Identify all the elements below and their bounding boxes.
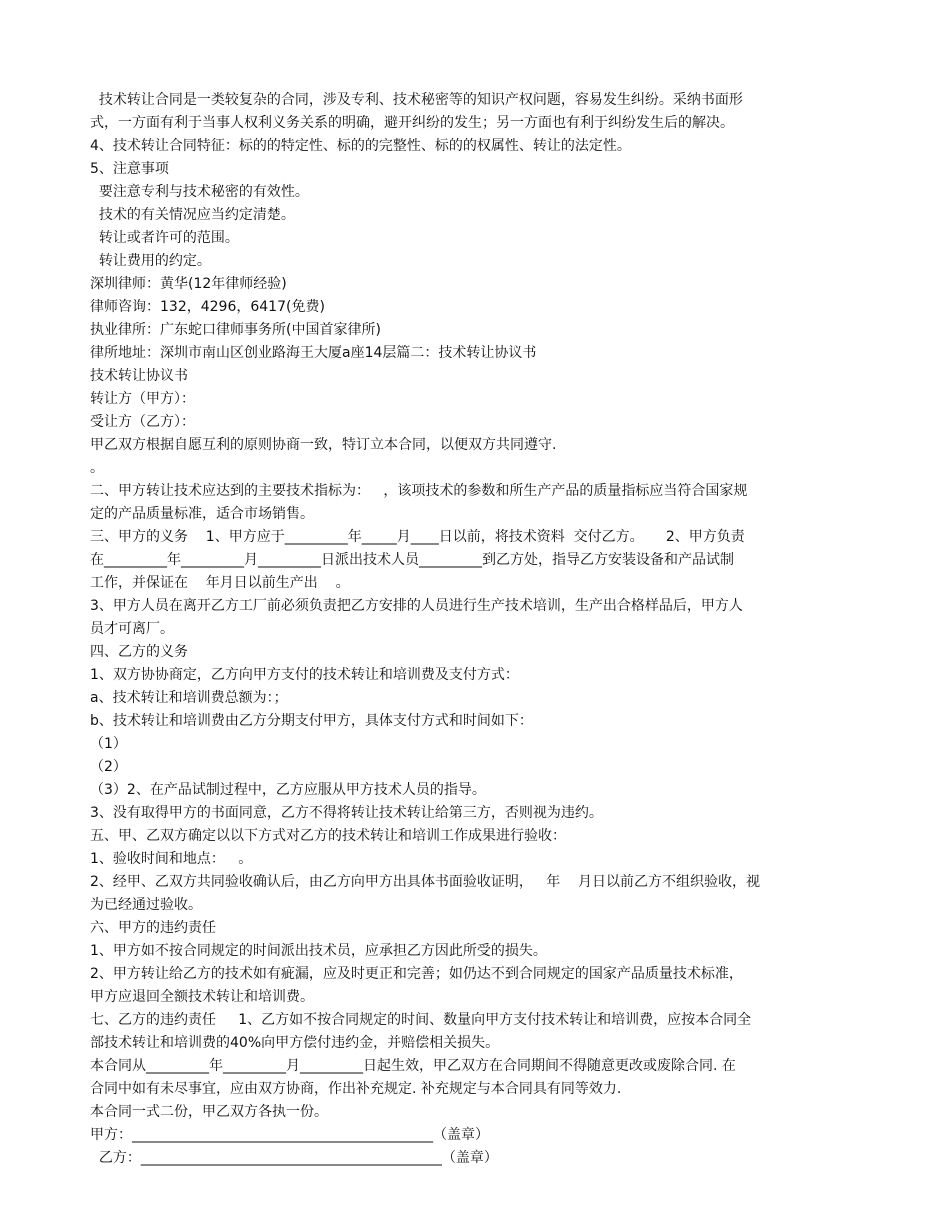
text-line: （1） — [90, 736, 127, 752]
text-line: 甲方应退回全额技术转让和培训费。 — [90, 989, 314, 1005]
text-line: （3）2、在产品试制过程中，乙方应服从甲方技术人员的指导。 — [90, 782, 486, 798]
text-line: 执业律所：广东蛇口律师事务所(中国首家律所) — [90, 322, 381, 338]
text-line: 员才可离厂。 — [90, 621, 174, 637]
text-line: 本合同一式二份，甲乙双方各执一份。 — [90, 1104, 328, 1120]
text-line: 七、乙方的违约责任 1、乙方如不按合同规定的时间、数量向甲方支付技术转让和培训费，应按本合同全 — [90, 1012, 752, 1028]
text-line: 律师咨询：132，4296，6417(免费) — [90, 299, 325, 315]
text-line: 合同中如有未尽事宜，应由双方协商，作出补充规定. 补充规定与本合同具有同等效力. — [90, 1081, 622, 1097]
text-line: 5、注意事项 — [90, 161, 169, 177]
text-line: 深圳律师：黄华(12年律师经验) — [90, 276, 287, 292]
text-line: a、技术转让和培训费总额为：； — [90, 690, 288, 706]
text-line: 部技术转让和培训费的40%向甲方偿付违约金，并赔偿相关损失。 — [90, 1035, 500, 1051]
text-line: 本合同从_________年_________月_________日起生效，甲乙双方在合同期间不得随意更改或废除合同. 在 — [90, 1058, 736, 1074]
text-line: 工作，并保证在 年月日以前生产出 。 — [90, 575, 350, 591]
text-line: 1、双方协协商定，乙方向甲方支付的技术转让和培训费及支付方式： — [90, 667, 519, 683]
text-line: 1、验收时间和地点： 。 — [90, 851, 253, 867]
text-line: 1、甲方如不按合同规定的时间派出技术员，应承担乙方因此所受的损失。 — [90, 943, 547, 959]
text-line: （2） — [90, 759, 127, 775]
text-line: 乙方：___________________________________________（盖章） — [90, 1150, 498, 1166]
text-line: 2、甲方转让给乙方的技术如有疵漏，应及时更正和完善；如仍达不到合同规定的国家产品质量技术标准， — [90, 966, 743, 982]
text-line: 六、甲方的违约责任 — [90, 920, 216, 936]
text-line: 二、甲方转让技术应达到的主要技术指标为： ，该项技术的参数和所生产产品的质量指标应当符合国家规 — [90, 483, 748, 499]
text-line: 要注意专利与技术秘密的有效性。 — [90, 184, 309, 200]
text-line: 三、甲方的义务 1、甲方应于_________年_____月____日以前，将技术资料 交付乙方。 2、甲方负责 — [90, 529, 745, 545]
text-line: 在_________年_________月_________日派出技术人员_________到乙方处，指导乙方安装设备和产品试制 — [90, 552, 734, 568]
text-line: 3、甲方人员在离开乙方工厂前必须负责把乙方安排的人员进行生产技术培训，生产出合格样品后，甲方人 — [90, 598, 743, 614]
text-line: 定的产品质量标准，适合市场销售。 — [90, 506, 314, 522]
text-line: 律所地址：深圳市南山区创业路海王大厦a座14层篇二：技术转让协议书 — [90, 345, 537, 361]
text-line: 受让方（乙方）： — [90, 414, 195, 430]
text-line: 四、乙方的义务 — [90, 644, 188, 660]
text-line: 2、经甲、乙双方共同验收确认后，由乙方向甲方出具体书面验收证明， 年 月日以前乙方不组织验收，视 — [90, 874, 761, 890]
text-line: 转让或者许可的范围。 — [90, 230, 239, 246]
text-line: 技术的有关情况应当约定清楚。 — [90, 207, 295, 223]
text-line: b、技术转让和培训费由乙方分期支付甲方，具体支付方式和时间如下： — [90, 713, 533, 729]
text-line: 甲方：___________________________________________（盖章） — [90, 1127, 489, 1143]
text-line: 4、技术转让合同特征：标的的特定性、标的的完整性、标的的权属性、转让的法定性。 — [90, 138, 631, 154]
text-line: 。 — [90, 460, 104, 476]
text-line: 转让费用的约定。 — [90, 253, 211, 269]
text-line: 式，一方面有利于当事人权利义务关系的明确，避开纠纷的发生；另一方面也有利于纠纷发生后的解决。 — [90, 115, 734, 131]
text-line: 甲乙双方根据自愿互利的原则协商一致，特订立本合同，以便双方共同遵守. — [90, 437, 557, 453]
text-line: 转让方（甲方）： — [90, 391, 195, 407]
text-line: 为已经通过验收。 — [90, 897, 202, 913]
text-line: 五、甲、乙双方确定以以下方式对乙方的技术转让和培训工作成果进行验收： — [90, 828, 566, 844]
text-line: 技术转让协议书 — [90, 368, 188, 384]
document-body — [90, 89, 870, 1170]
text-line: 3、没有取得甲方的书面同意，乙方不得将转让技术转让给第三方，否则视为违约。 — [90, 805, 603, 821]
text-line: 技术转让合同是一类较复杂的合同，涉及专利、技术秘密等的知识产权问题，容易发生纠纷。采纳书面形 — [90, 92, 743, 108]
